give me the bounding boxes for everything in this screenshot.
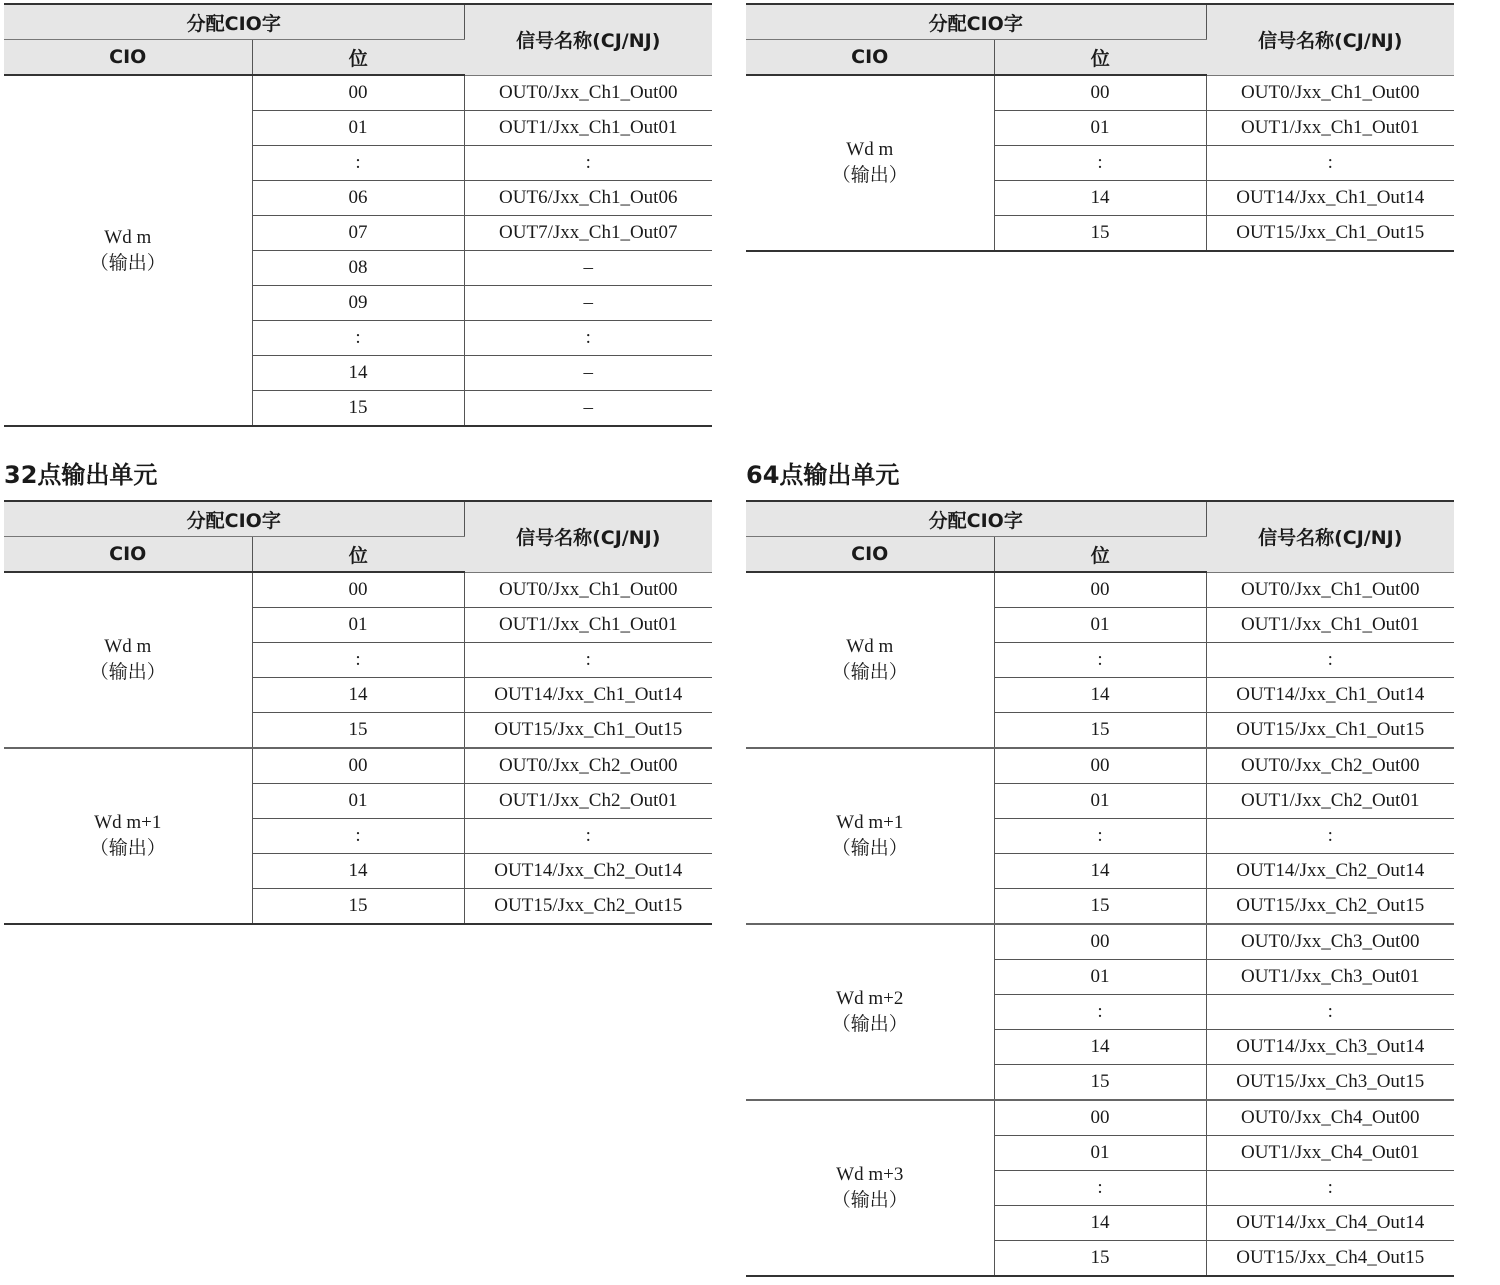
signal-name-cell: OUT14/Jxx_Ch4_Out14 (1206, 1206, 1454, 1241)
cio-word-label: Wd m+3 (836, 1164, 904, 1185)
signal-name-cell: – (464, 286, 712, 321)
cio-table (746, 3, 1454, 252)
bit-cell: 14 (994, 1206, 1206, 1241)
signal-name-cell: OUT0/Jxx_Ch1_Out00 (1206, 75, 1454, 111)
bit-cell: 01 (994, 608, 1206, 643)
bit-cell: 01 (994, 784, 1206, 819)
signal-name-cell: OUT14/Jxx_Ch2_Out14 (1206, 854, 1454, 889)
cio-table-64-point (746, 500, 1454, 1277)
header-signal-name: 信号名称(CJ/NJ) (1206, 501, 1454, 572)
cio-word-cell (746, 1100, 994, 1276)
signal-name-cell: : (1206, 146, 1454, 181)
header-signal-name: 信号名称(CJ/NJ) (464, 4, 712, 75)
cio-table (4, 500, 712, 925)
header-cio: CIO (4, 40, 252, 76)
signal-name-cell: OUT0/Jxx_Ch2_Out00 (464, 748, 712, 784)
cio-word-label: Wd m+1 (94, 812, 162, 833)
cio-word-label: Wd m+2 (836, 988, 904, 1009)
signal-name-cell: OUT15/Jxx_Ch2_Out15 (1206, 889, 1454, 925)
bit-cell: 01 (994, 960, 1206, 995)
bit-cell: 00 (994, 748, 1206, 784)
cio-table-top-right (746, 3, 1454, 252)
header-cio: CIO (746, 537, 994, 573)
bit-cell: 14 (252, 678, 464, 713)
signal-name-cell: OUT1/Jxx_Ch2_Out01 (464, 784, 712, 819)
header-signal-name: 信号名称(CJ/NJ) (464, 501, 712, 572)
signal-name-cell: OUT14/Jxx_Ch2_Out14 (464, 854, 712, 889)
cio-direction-label: （输出） (831, 838, 908, 859)
bit-cell: 15 (252, 889, 464, 925)
bit-cell: 15 (994, 1241, 1206, 1277)
header-signal-name: 信号名称(CJ/NJ) (1206, 4, 1454, 75)
bit-cell: : (252, 819, 464, 854)
bit-cell: 01 (252, 608, 464, 643)
signal-name-cell: : (1206, 819, 1454, 854)
section-title-64-point-output: 64点输出单元 (746, 461, 900, 489)
cio-direction-label: （输出） (831, 1190, 908, 1211)
signal-name-cell: OUT1/Jxx_Ch3_Out01 (1206, 960, 1454, 995)
bit-cell: 14 (994, 678, 1206, 713)
bit-cell: : (994, 643, 1206, 678)
signal-name-cell: OUT1/Jxx_Ch1_Out01 (1206, 111, 1454, 146)
signal-name-cell: OUT15/Jxx_Ch3_Out15 (1206, 1065, 1454, 1101)
signal-name-cell: OUT1/Jxx_Ch4_Out01 (1206, 1136, 1454, 1171)
cio-table-top-left (4, 3, 712, 427)
signal-name-cell: OUT0/Jxx_Ch4_Out00 (1206, 1100, 1454, 1136)
header-row (4, 4, 712, 40)
bit-cell: 00 (994, 924, 1206, 960)
bit-cell: 14 (252, 356, 464, 391)
signal-name-cell: OUT1/Jxx_Ch1_Out01 (464, 111, 712, 146)
cio-word-cell (4, 572, 252, 748)
cio-table (746, 500, 1454, 1277)
bit-cell: 00 (252, 748, 464, 784)
bit-cell: 14 (994, 854, 1206, 889)
signal-name-cell: : (1206, 1171, 1454, 1206)
bit-cell: 00 (994, 572, 1206, 608)
cio-direction-label: （输出） (89, 662, 166, 683)
cio-direction-label: （输出） (831, 165, 908, 186)
signal-name-cell: OUT15/Jxx_Ch4_Out15 (1236, 1247, 1425, 1268)
bit-cell: 15 (994, 713, 1206, 749)
signal-name-cell: OUT1/Jxx_Ch1_Out01 (1206, 608, 1454, 643)
signal-name-cell: OUT0/Jxx_Ch2_Out00 (1206, 748, 1454, 784)
cio-word-cell (746, 748, 994, 924)
signal-name-cell: OUT15/Jxx_Ch1_Out15 (464, 713, 712, 749)
bit-cell: 01 (252, 111, 464, 146)
cio-word-label: Wd m (104, 636, 152, 657)
bit-cell: : (252, 146, 464, 181)
signal-name-cell: OUT15/Jxx_Ch2_Out15 (494, 895, 683, 916)
bit-cell: 14 (994, 1030, 1206, 1065)
signal-name-cell: OUT7/Jxx_Ch1_Out07 (464, 216, 712, 251)
table-row (746, 572, 1454, 608)
bit-cell: : (994, 995, 1206, 1030)
section-title-32-point-output: 32点输出单元 (4, 461, 158, 489)
bit-cell: 14 (994, 181, 1206, 216)
bit-cell: : (252, 643, 464, 678)
header-bit: 位 (994, 537, 1206, 573)
signal-name-cell: OUT1/Jxx_Ch2_Out01 (1206, 784, 1454, 819)
header-allocated-cio-word: 分配CIO字 (4, 4, 464, 40)
bit-cell: 01 (994, 111, 1206, 146)
cio-word-label: Wd m (846, 139, 894, 160)
cio-direction-label: （输出） (831, 1014, 908, 1035)
table-row (4, 572, 712, 608)
bit-cell: 00 (252, 572, 464, 608)
cio-word-cell (746, 924, 994, 1100)
signal-name-cell: : (464, 321, 712, 356)
signal-name-cell: : (464, 146, 712, 181)
bit-cell: 06 (252, 181, 464, 216)
bit-cell: 00 (252, 75, 464, 111)
header-cio: CIO (746, 40, 994, 76)
table-row (4, 748, 712, 784)
table-row (746, 748, 1454, 784)
signal-name-cell: OUT14/Jxx_Ch1_Out14 (464, 678, 712, 713)
bit-cell: 00 (994, 75, 1206, 111)
header-allocated-cio-word: 分配CIO字 (746, 4, 1206, 40)
cio-direction-label: （输出） (831, 662, 908, 683)
signal-name-cell: OUT14/Jxx_Ch1_Out14 (1206, 181, 1454, 216)
bit-cell: 14 (252, 854, 464, 889)
bit-cell: 08 (252, 251, 464, 286)
bit-cell: 15 (994, 1065, 1206, 1101)
bit-cell: : (994, 819, 1206, 854)
bit-cell: 01 (994, 1136, 1206, 1171)
header-bit: 位 (252, 537, 464, 573)
signal-name-cell: : (464, 643, 712, 678)
signal-name-cell: OUT14/Jxx_Ch1_Out14 (1206, 678, 1454, 713)
signal-name-cell: OUT6/Jxx_Ch1_Out06 (464, 181, 712, 216)
bit-cell: : (994, 1171, 1206, 1206)
signal-name-cell: – (583, 397, 593, 418)
signal-name-cell: – (464, 356, 712, 391)
signal-name-cell: OUT0/Jxx_Ch1_Out00 (464, 75, 712, 111)
cio-direction-label: （输出） (89, 838, 166, 859)
bit-cell: : (994, 146, 1206, 181)
table-row (746, 924, 1454, 960)
cio-table (4, 3, 712, 427)
bit-cell: 15 (252, 713, 464, 749)
signal-name-cell: OUT1/Jxx_Ch1_Out01 (464, 608, 712, 643)
header-bit: 位 (252, 40, 464, 76)
signal-name-cell: : (1206, 643, 1454, 678)
table-row (4, 75, 712, 111)
cio-word-cell (4, 75, 252, 426)
cio-word-label: Wd m+1 (836, 812, 904, 833)
signal-name-cell: OUT0/Jxx_Ch1_Out00 (464, 572, 712, 608)
header-allocated-cio-word: 分配CIO字 (4, 501, 464, 537)
header-row (746, 501, 1454, 537)
header-row (4, 501, 712, 537)
header-allocated-cio-word: 分配CIO字 (746, 501, 1206, 537)
cio-word-label: Wd m (104, 226, 152, 248)
signal-name-cell: – (464, 251, 712, 286)
cio-word-cell (746, 572, 994, 748)
signal-name-cell: OUT0/Jxx_Ch1_Out00 (1206, 572, 1454, 608)
signal-name-cell: : (1206, 995, 1454, 1030)
cio-word-label: Wd m (846, 636, 894, 657)
signal-name-cell: : (464, 819, 712, 854)
bit-cell: 07 (252, 216, 464, 251)
header-row (746, 4, 1454, 40)
signal-name-cell: OUT14/Jxx_Ch3_Out14 (1206, 1030, 1454, 1065)
bit-cell: : (252, 321, 464, 356)
cio-table-32-point (4, 500, 712, 925)
cio-word-cell (4, 748, 252, 924)
signal-name-cell: OUT15/Jxx_Ch1_Out15 (1236, 222, 1425, 243)
bit-cell: 15 (994, 216, 1206, 252)
bit-cell: 15 (252, 391, 464, 427)
bit-cell: 01 (252, 784, 464, 819)
signal-name-cell: OUT15/Jxx_Ch1_Out15 (1206, 713, 1454, 749)
cio-direction-label: （输出） (89, 252, 166, 274)
signal-name-cell: OUT0/Jxx_Ch3_Out00 (1206, 924, 1454, 960)
bit-cell: 00 (994, 1100, 1206, 1136)
table-row (746, 1100, 1454, 1136)
table-row (746, 75, 1454, 111)
header-bit: 位 (994, 40, 1206, 76)
cio-word-cell (746, 75, 994, 251)
header-cio: CIO (4, 537, 252, 573)
bit-cell: 09 (252, 286, 464, 321)
bit-cell: 15 (994, 889, 1206, 925)
